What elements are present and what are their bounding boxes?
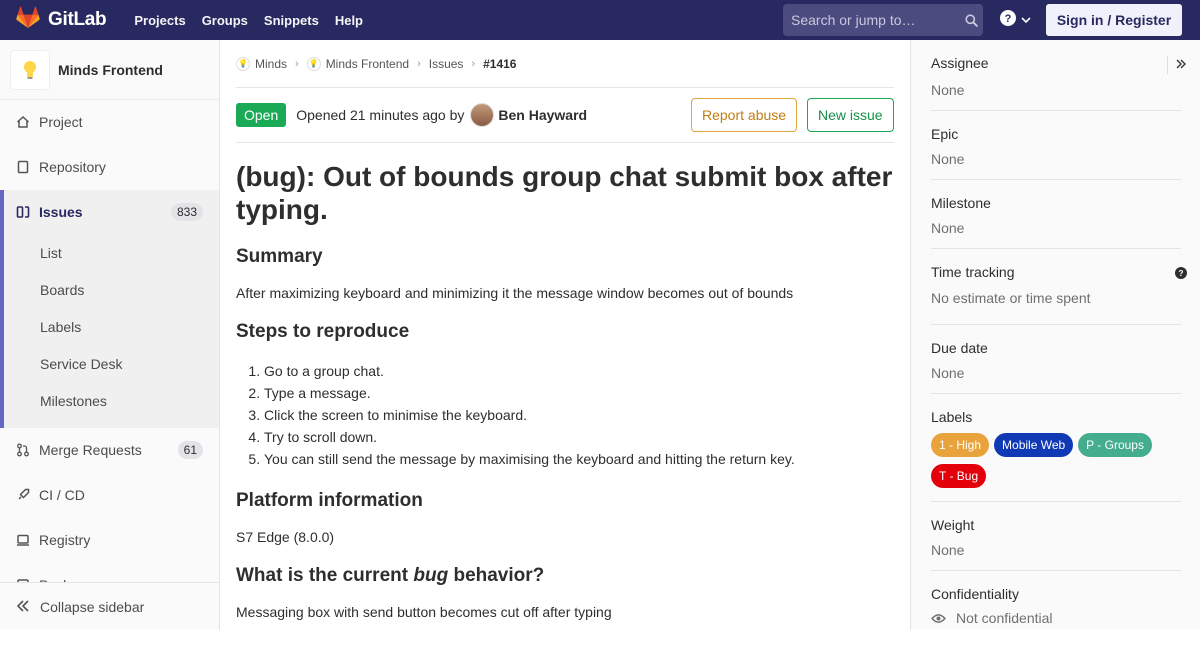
confidentiality-title: Confidentiality: [931, 586, 1019, 602]
breadcrumb-issue-number[interactable]: #1416: [483, 56, 517, 71]
top-navbar: [0, 0, 1200, 40]
sidebar-item-label: Repository: [39, 159, 106, 175]
right-sidebar: [910, 40, 1200, 630]
document-icon: [16, 160, 30, 174]
issue-header: [236, 88, 894, 143]
sidebar-item-label: Issues: [39, 204, 83, 220]
collapse-right-sidebar-button[interactable]: [1167, 56, 1186, 74]
gitlab-logo-link[interactable]: [16, 0, 106, 40]
collapse-sidebar-button[interactable]: [0, 582, 219, 630]
group-avatar-icon: 💡: [236, 57, 250, 71]
sidebar-item-registry[interactable]: [0, 519, 219, 561]
sidebar-item-label: CI / CD: [39, 487, 85, 503]
breadcrumb-minds-frontend[interactable]: [307, 57, 409, 71]
confidentiality-value: Not confidential: [956, 610, 1053, 626]
home-icon: [16, 115, 30, 129]
nav-link-help[interactable]: Help: [334, 12, 363, 28]
double-chevron-right-icon: [1176, 56, 1186, 73]
issues-count-badge: 833: [171, 203, 203, 221]
issue-title: (bug): Out of bounds group chat submit box after typing.: [236, 161, 893, 225]
breadcrumb: [236, 40, 894, 88]
nav-link-projects[interactable]: Projects: [134, 12, 186, 28]
report-abuse-button[interactable]: Report abuse: [691, 98, 797, 132]
chevron-right-icon: ›: [417, 57, 421, 70]
breadcrumb-issues[interactable]: Issues: [428, 56, 464, 71]
epic-title: Epic: [931, 126, 959, 142]
labels-block: [931, 409, 1181, 502]
nav-link-groups[interactable]: Groups: [201, 12, 248, 28]
breadcrumb-minds[interactable]: [236, 57, 287, 71]
label-t-bug[interactable]: T - Bug: [931, 464, 986, 488]
left-sidebar: [0, 40, 220, 630]
question-circle-icon: [1000, 10, 1016, 31]
due-date-title: Due date: [931, 340, 988, 356]
opened-text: Opened 21 minutes ago by: [296, 107, 465, 123]
chevron-right-icon: ›: [295, 57, 299, 70]
labels-title: Labels: [931, 409, 973, 425]
author-avatar[interactable]: [470, 103, 494, 127]
issues-icon: [16, 205, 30, 219]
sidebar-item-label: Registry: [39, 532, 91, 548]
merge-requests-count-badge: 61: [178, 441, 203, 459]
project-avatar-icon: 💡: [307, 57, 321, 71]
assignee-value: None: [931, 82, 965, 98]
author-name[interactable]: Ben Hayward: [498, 107, 588, 123]
search-input[interactable]: [783, 4, 983, 36]
svg-text:?: ?: [1004, 13, 1012, 25]
label-high[interactable]: 1 - High: [931, 433, 989, 457]
heading-part: What is the current: [236, 565, 414, 586]
container-icon: [16, 533, 30, 547]
sign-in-button[interactable]: Sign in / Register: [1046, 4, 1182, 36]
time-tracking-title: Time tracking: [931, 264, 1015, 280]
sidebar-item-repository[interactable]: [0, 146, 219, 188]
collapse-sidebar-label: Collapse sidebar: [40, 598, 145, 615]
milestone-block: [931, 195, 1181, 249]
list-item: 4. Try to scroll down.: [264, 426, 894, 448]
assignee-title: Assignee: [931, 55, 989, 71]
platform-heading: Platform information: [236, 490, 423, 511]
sidebar-item-project[interactable]: [0, 101, 219, 143]
help-dropdown[interactable]: [1000, 10, 1031, 31]
project-name: Minds Frontend: [58, 61, 163, 78]
chevron-down-icon: [1021, 12, 1031, 30]
current-behavior-heading: [236, 565, 894, 587]
brand-name: GitLab: [48, 9, 107, 30]
platform-text: S7 Edge (8.0.0): [236, 529, 335, 545]
sidebar-sub-item-milestones[interactable]: Milestones: [40, 393, 107, 409]
summary-heading: Summary: [236, 246, 323, 267]
sidebar-sub-item-labels[interactable]: Labels: [40, 319, 82, 335]
nav-link-snippets[interactable]: Snippets: [263, 12, 319, 28]
sidebar-sub-item-boards[interactable]: Boards: [40, 282, 85, 298]
breadcrumb-label: Minds Frontend: [325, 56, 410, 71]
current-behavior-text: Messaging box with send button becomes cut off after typing: [236, 604, 612, 620]
new-issue-button[interactable]: New issue: [807, 98, 894, 132]
sidebar-item-label: Project: [39, 114, 83, 130]
due-date-block: [931, 340, 1181, 394]
steps-heading: Steps to reproduce: [236, 321, 410, 342]
milestone-value: None: [931, 220, 965, 236]
svg-text:?: ?: [1178, 269, 1184, 278]
due-date-value: None: [931, 365, 965, 381]
epic-block: [931, 126, 1181, 180]
sidebar-item-issues[interactable]: [0, 191, 219, 233]
sidebar-item-ci-cd[interactable]: [0, 474, 219, 516]
labels-list: [931, 433, 1181, 495]
label-p-groups[interactable]: P - Groups: [1078, 433, 1152, 457]
double-chevron-left-icon: [16, 599, 30, 615]
steps-list: [236, 360, 894, 470]
heading-part: behavior?: [448, 565, 545, 586]
confidentiality-row: [931, 610, 1181, 626]
list-item: 5. You can still send the message by maximising the keyboard and hitting the return key.: [264, 448, 894, 470]
status-badge: Open: [236, 103, 286, 127]
weight-block: [931, 517, 1181, 571]
nav-links: [126, 13, 371, 28]
heading-emphasis: bug: [413, 565, 449, 586]
sidebar-sub-item-service-desk[interactable]: Service Desk: [40, 356, 123, 372]
search-icon: [959, 14, 983, 27]
breadcrumb-label: Minds: [255, 56, 288, 71]
time-tracking-value: No estimate or time spent: [931, 290, 1091, 306]
assignee-block: [931, 55, 1181, 111]
list-item: 3. Click the screen to minimise the keyboard.: [264, 404, 894, 426]
sidebar-item-merge-requests[interactable]: [0, 429, 219, 471]
list-item: 1. Go to a group chat.: [264, 360, 894, 382]
merge-request-icon: [16, 443, 30, 457]
label-mobile-web[interactable]: Mobile Web: [994, 433, 1073, 457]
sidebar-item-label: Merge Requests: [39, 442, 142, 458]
time-tracking-block: [931, 264, 1184, 325]
chevron-right-icon: ›: [471, 57, 476, 70]
milestone-title: Milestone: [931, 195, 991, 211]
sidebar-sub-item-list[interactable]: List: [40, 245, 62, 261]
confidentiality-block: [931, 586, 1181, 646]
project-avatar: [10, 50, 50, 90]
epic-value: None: [931, 151, 965, 167]
list-item: 2. Type a message.: [264, 382, 894, 404]
weight-title: Weight: [931, 517, 975, 533]
eye-icon: [931, 613, 946, 624]
project-header[interactable]: [0, 40, 219, 100]
weight-value: None: [931, 542, 965, 558]
rocket-icon: [16, 488, 30, 502]
issue-meta: [296, 103, 587, 127]
search-placeholder: Search or jump to…: [791, 12, 916, 28]
main-content: [236, 40, 894, 630]
question-circle-icon[interactable]: [1175, 266, 1187, 284]
summary-text: After maximizing keyboard and minimizing it the message window becomes out of bounds: [236, 285, 794, 301]
gitlab-logo-icon: [16, 6, 40, 35]
